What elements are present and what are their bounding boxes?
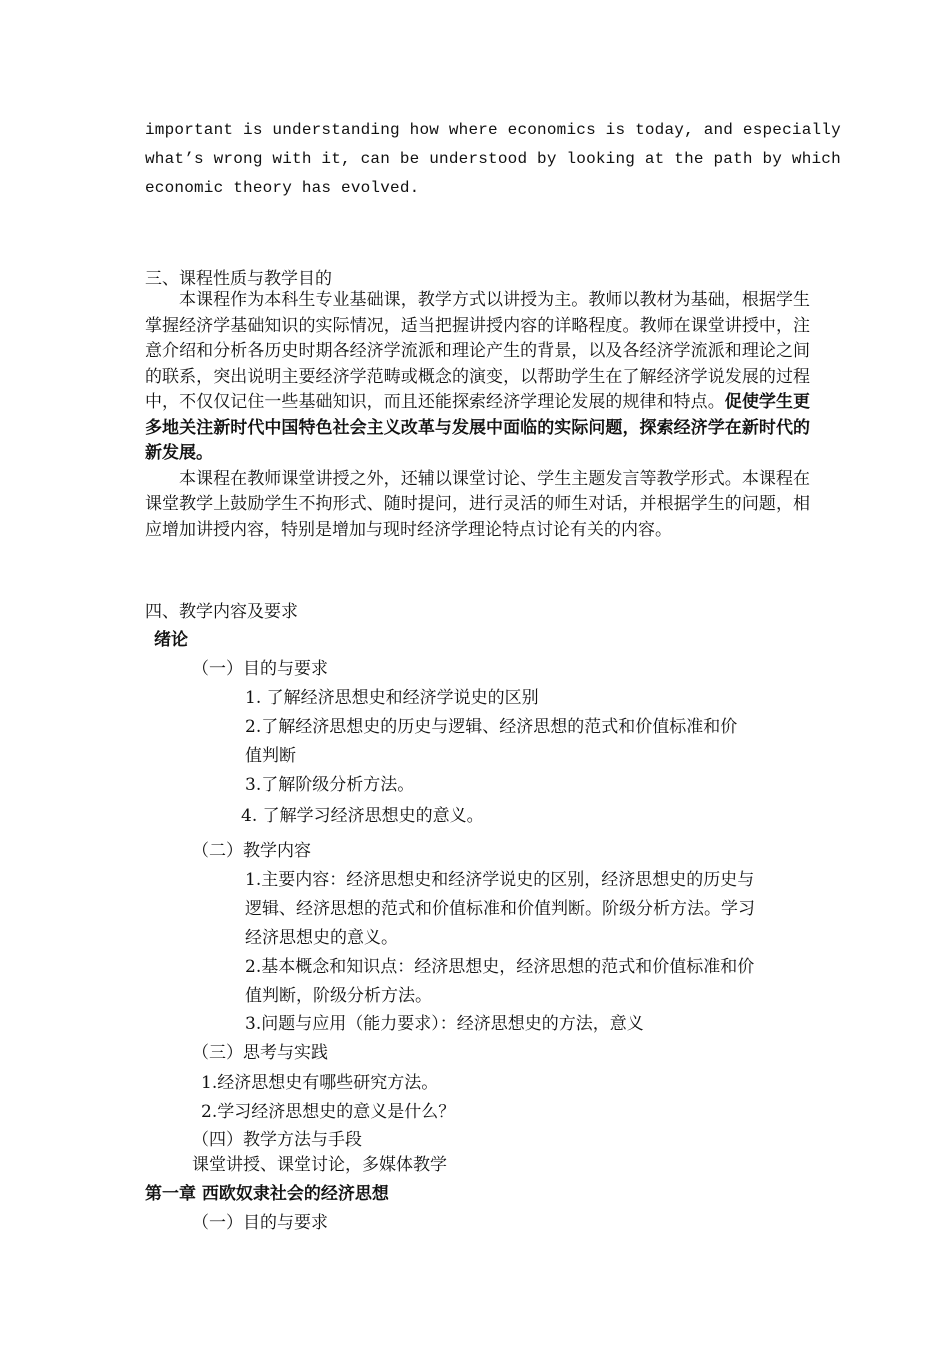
intro-title: 绪论	[154, 630, 188, 650]
chapter-1-title: 第一章 西欧奴隶社会的经济思想	[145, 1184, 389, 1204]
content-item-1: 1.主要内容：经济思想史和经济学说史的区别，经济思想史的历史与	[245, 870, 755, 890]
think-title: （三）思考与实践	[192, 1043, 328, 1063]
goal-item-2-cont: 值判断	[245, 746, 296, 766]
section-3-heading: 三、课程性质与教学目的	[145, 269, 332, 289]
english-line-1: important is understanding how where economics is today, and especially	[145, 121, 841, 139]
content-item-1-cont-a: 逻辑、经济思想的范式和价值标准和价值判断。阶级分析方法。学习	[245, 899, 755, 919]
goal-item-4: 4. 了解学习经济思想史的意义。	[241, 806, 484, 826]
goal-item-1: 1. 了解经济思想史和经济学说史的区别	[245, 688, 539, 708]
goals-title: （一）目的与要求	[192, 659, 328, 679]
section-4-heading: 四、教学内容及要求	[145, 602, 298, 622]
english-line-3: economic theory has evolved.	[145, 179, 420, 197]
method-text: 课堂讲授、课堂讨论，多媒体教学	[192, 1155, 447, 1175]
goal-item-3: 3.了解阶级分析方法。	[245, 775, 415, 795]
content-item-2: 2.基本概念和知识点：经济思想史，经济思想的范式和价值标准和价	[245, 957, 755, 977]
goal-item-2: 2.了解经济思想史的历史与逻辑、经济思想的范式和价值标准和价	[245, 717, 738, 737]
content-item-2-cont: 值判断，阶级分析方法。	[245, 986, 432, 1006]
method-title: （四）教学方法与手段	[192, 1130, 362, 1150]
paragraph-1-text: 本课程作为本科生专业基础课，教学方式以讲授为主。教师以教材为基础，根据学生掌握经济学基础知识的实际情况，适当把握讲授内容的详略程度。教师在课堂讲授中，注意介绍和分析各历史时期各经济学流派和理论产生的背景，以及各经济学流派和理论之间的联系，突出说明主要经济学范畴或概念的演变，以帮助学生在了解经济学说发展的过程中，不仅仅记住一些基础知识，而且还能探索经济学理论发展的规律和特点。	[145, 290, 810, 412]
paragraph-1-emphasis: 促使学生更多地关注新时代中国特色社会主义改革与发展中面临的实际问题，探索经济学在新时代的新发展。	[145, 392, 811, 463]
section-3-paragraph-1	[145, 288, 810, 467]
content-item-1-cont-b: 经济思想史的意义。	[245, 928, 398, 948]
content-item-3: 3.问题与应用（能力要求）：经济思想史的方法，意义	[245, 1014, 644, 1034]
think-question-2: 2.学习经济思想史的意义是什么？	[201, 1102, 456, 1122]
english-line-2: what’s wrong with it, can be understood by looking at the path by which	[145, 150, 841, 168]
section-3-paragraph-2: 本课程在教师课堂讲授之外，还辅以课堂讨论、学生主题发言等教学形式。本课程在课堂教学上鼓励学生不拘形式、随时提问，进行灵活的师生对话，并根据学生的问题，相应增加讲授内容，特别是增加与现时经济学理论特点讨论有关的内容。	[145, 468, 810, 540]
section-3-body	[145, 288, 810, 543]
content-title: （二）教学内容	[192, 841, 311, 861]
think-question-1: 1.经济思想史有哪些研究方法。	[201, 1073, 439, 1093]
chapter-1-goals-title: （一）目的与要求	[192, 1213, 328, 1233]
